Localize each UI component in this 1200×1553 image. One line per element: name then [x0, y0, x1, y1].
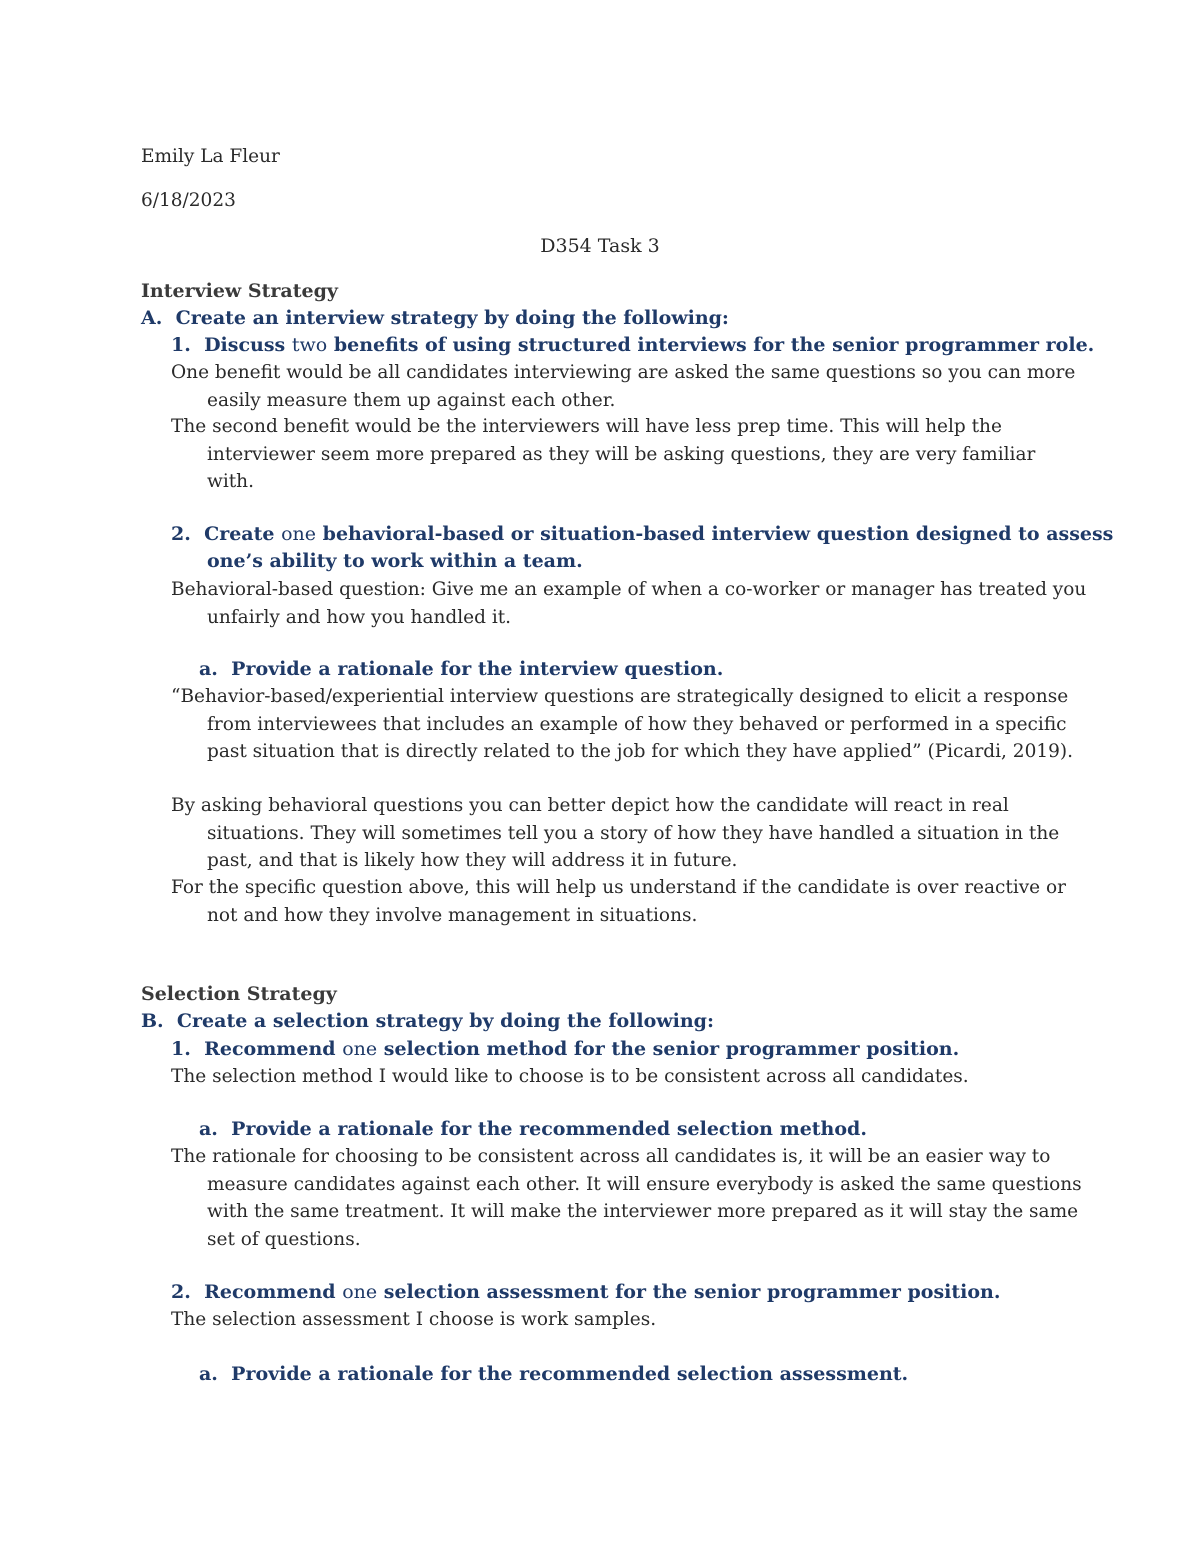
- interview-q1-post: benefits of using structured interviews for the senior programmer role.: [333, 334, 1095, 356]
- author-name: Emily La Fleur: [141, 146, 280, 167]
- selection-q1-number: 1.: [171, 1038, 191, 1060]
- selection-q2a-label: a.: [199, 1363, 218, 1385]
- interview-q2-heading-line2: one’s ability to work within a team.: [207, 550, 583, 572]
- task-a-heading: [141, 305, 729, 331]
- task-a-label: A.: [141, 307, 163, 329]
- selection-section-title: Selection Strategy: [141, 983, 337, 1005]
- interview-q2-post-line1: behavioral-based or situation-based interview question designed to assess: [322, 523, 1114, 545]
- interview-q1-pre: Discuss: [204, 334, 286, 356]
- selection-q2-heading: [171, 1279, 1000, 1305]
- interview-q1-answer-1: One benefit would be all candidates interviewing are asked the same questions so you can more easily measure them up against each other.: [171, 362, 1076, 411]
- selection-q1a-text: Provide a rationale for the recommended selection method.: [231, 1118, 867, 1140]
- selection-q1-pre: Recommend: [204, 1038, 336, 1060]
- interview-q2a-label: a.: [199, 658, 218, 680]
- interview-section-title: Interview Strategy: [141, 280, 338, 302]
- selection-q2a-text: Provide a rationale for the recommended selection assessment.: [231, 1363, 909, 1385]
- selection-q1a-heading: [199, 1116, 867, 1142]
- interview-q2a-heading: [199, 656, 723, 682]
- task-b-heading: [141, 1008, 714, 1034]
- interview-q2-number: 2.: [171, 523, 191, 545]
- selection-q1a-label: a.: [199, 1118, 218, 1140]
- selection-q2-answer: The selection assessment I choose is work samples.: [171, 1309, 657, 1330]
- selection-q2-number: 2.: [171, 1281, 191, 1303]
- interview-q2-heading-line1: [171, 521, 1113, 547]
- task-a-text: Create an interview strategy by doing the following:: [175, 307, 729, 329]
- selection-q1a-answer: The rationale for choosing to be consistent across all candidates is, it will be an easier way to measure candidates against each other. It will ensure everybody is asked the same questions with the same treatment. It will make the interviewer more prepared as it will stay the same set of questions.: [171, 1146, 1082, 1250]
- interview-q2-emphasis: one: [281, 523, 317, 545]
- document-date: 6/18/2023: [141, 190, 236, 211]
- interview-q2-answer: Behavioral-based question: Give me an example of when a co-worker or manager has treated you unfairly and how you handled it.: [171, 579, 1087, 628]
- selection-q1-emphasis: one: [342, 1038, 378, 1060]
- interview-q2a-answer-3: For the specific question above, this will help us understand if the candidate is over reactive or not and how they involve management in situations.: [171, 877, 1066, 926]
- interview-q2a-answer-1: “Behavior-based/experiential interview questions are strategically designed to elicit a response from interviewees that includes an example of how they behaved or performed in a specific past situation that is directly related to the job for which they have applied” (Picardi, 2019).: [171, 686, 1073, 762]
- interview-q1-heading: [171, 332, 1094, 358]
- task-b-label: B.: [141, 1010, 164, 1032]
- selection-q1-answer: The selection method I would like to choose is to be consistent across all candidates.: [171, 1066, 969, 1087]
- selection-q2-pre: Recommend: [204, 1281, 336, 1303]
- task-b-text: Create a selection strategy by doing the following:: [176, 1010, 714, 1032]
- interview-q2-pre: Create: [204, 523, 275, 545]
- interview-q2a-answer-2: By asking behavioral questions you can better depict how the candidate will react in real situations. They will sometimes tell you a story of how they have handled a situation in the past, and that is likely how they will address it in future.: [171, 795, 1060, 871]
- document-title: D354 Task 3: [540, 235, 660, 257]
- selection-q2a-heading: [199, 1361, 908, 1387]
- interview-q2a-text: Provide a rationale for the interview question.: [231, 658, 724, 680]
- selection-q2-emphasis: one: [342, 1281, 378, 1303]
- selection-q1-heading: [171, 1036, 959, 1062]
- interview-q1-answer-2: The second benefit would be the interviewers will have less prep time. This will help the interviewer seem more prepared as they will be asking questions, they are very familiar with.: [171, 416, 1036, 492]
- selection-q2-post: selection assessment for the senior programmer position.: [383, 1281, 1001, 1303]
- interview-q1-emphasis: two: [291, 334, 328, 356]
- interview-q1-number: 1.: [171, 334, 191, 356]
- selection-q1-post: selection method for the senior programmer position.: [383, 1038, 960, 1060]
